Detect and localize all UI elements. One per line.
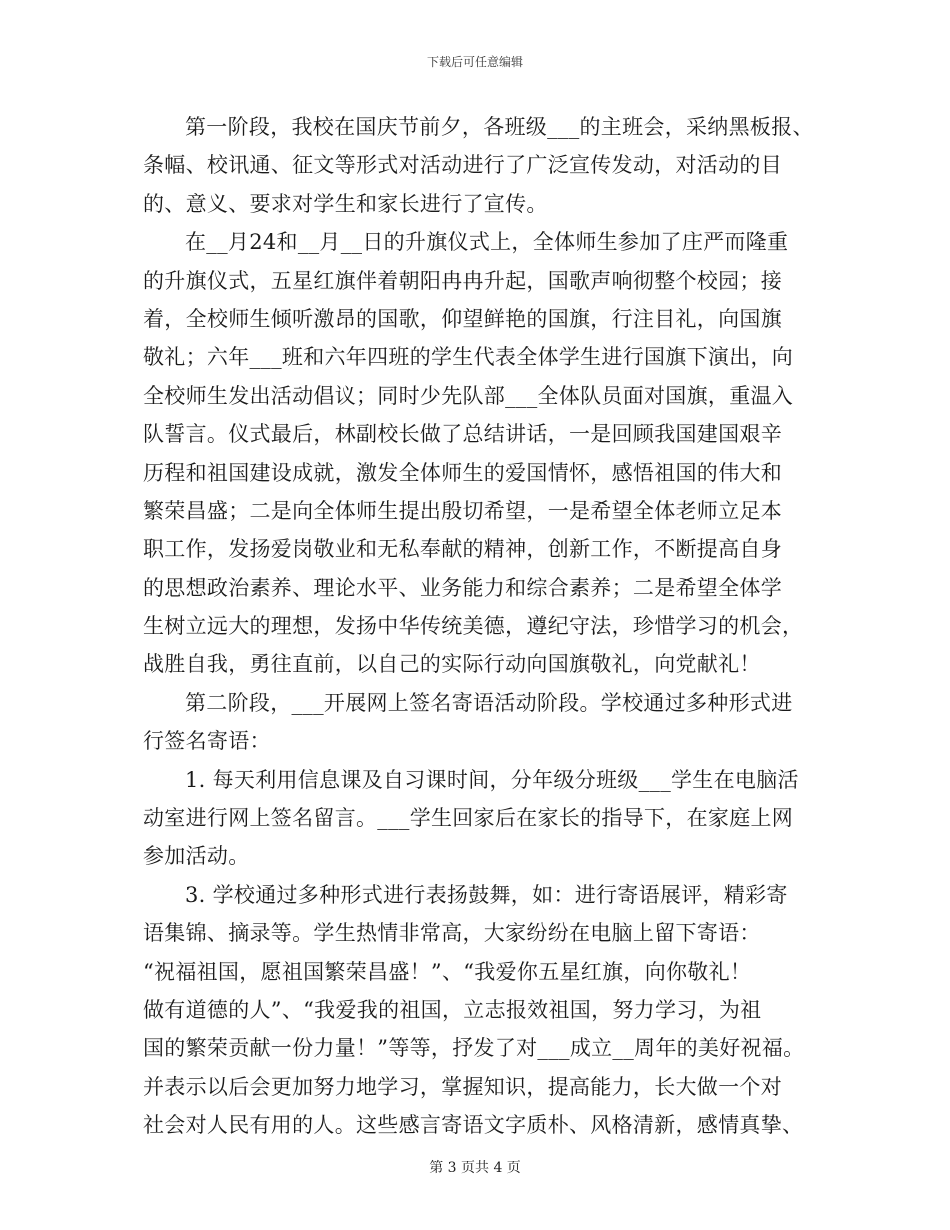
document-body <box>143 108 815 1145</box>
paragraph-line: 行签名寄语： <box>143 729 271 754</box>
paragraph-line: 并表示以后会更加努力地学习，掌握知识，提高能力，长大做一个对 <box>143 1074 782 1099</box>
paragraph-line: 语集锦、摘录等。学生热情非常高，大家纷纷在电脑上留下寄语： <box>143 921 761 946</box>
paragraph-line: 敬礼；六年___班和六年四班的学生代表全体学生进行国旗下演出，向 <box>143 345 794 370</box>
paragraph-line: 生树立远大的理想，发扬中华传统美德，遵纪守法，珍惜学习的机会， <box>143 614 804 639</box>
paragraph-line: 的思想政治素养、理论水平、业务能力和综合素养；二是希望全体学 <box>143 575 782 600</box>
paragraph-line: “祝福祖国，愿祖国繁荣昌盛！”、“我爱你五星红旗，向你敬礼！ <box>143 959 752 984</box>
page-number-footer: 第 3 页共 4 页 <box>429 1160 521 1176</box>
paragraph-line: 着，全校师生倾听激昂的国歌，仰望鲜艳的国旗，行注目礼，向国旗 <box>143 306 782 331</box>
page-header: 下载后可任意编辑 <box>426 55 523 69</box>
paragraph-line: 职工作，发扬爱岗敬业和无私奉献的精神，创新工作，不断提高自身 <box>143 537 782 562</box>
paragraph-first-line: 3. 学校通过多种形式进行表扬鼓舞，如：进行寄语展评，精彩寄 <box>185 882 788 907</box>
paragraph-line: 条幅、校讯通、征文等形式对活动进行了广泛宣传发动，对活动的目 <box>143 153 782 178</box>
paragraph-first-line: 第一阶段，我校在国庆节前夕，各班级___的主班会，采纳黑板报、 <box>185 115 814 139</box>
paragraph-line: 参加活动。 <box>143 844 250 869</box>
paragraph-line: 历程和祖国建设成就，激发全体师生的爱国情怀，感悟祖国的伟大和 <box>143 460 782 485</box>
paragraph-line: 动室进行网上签名留言。___学生回家后在家长的指导下，在家庭上网 <box>143 806 794 831</box>
paragraph-first-line: 第二阶段，___开展网上签名寄语活动阶段。学校通过多种形式进 <box>185 690 793 715</box>
paragraph-line: 的升旗仪式，五星红旗伴着朝阳冉冉升起，国歌声响彻整个校园；接 <box>143 268 782 293</box>
paragraph-first-line: 在__月24和__月__日的升旗仪式上，全体师生参加了庄严而隆重 <box>185 230 789 255</box>
paragraph-line: 队誓言。仪式最后，林副校长做了总结讲话，一是回顾我国建国艰辛 <box>143 422 782 447</box>
paragraph-line: 做有道德的人”、“我爱我的祖国，立志报效祖国，努力学习，为祖 <box>143 997 762 1022</box>
paragraph-line: 战胜自我，勇往直前，以自己的实际行动向国旗敬礼，向党献礼！ <box>143 652 761 677</box>
paragraph-first-line: 1. 每天利用信息课及自习课时间，分年级分班级___学生在电脑活 <box>185 767 799 792</box>
paragraph-line: 社会对人民有用的人。这些感言寄语文字质朴、风格清新，感情真挚、 <box>143 1113 804 1138</box>
paragraph-line: 的、意义、要求对学生和家长进行了宣传。 <box>143 191 548 216</box>
paragraph-line: 全校师生发出活动倡议；同时少先队部___全体队员面对国旗，重温入 <box>143 383 794 408</box>
paragraph-line: 国的繁荣贡献一份力量！”等等，抒发了对___成立__周年的美好祝福。 <box>143 1036 805 1061</box>
paragraph-line: 繁荣昌盛；二是向全体师生提出殷切希望，一是希望全体老师立足本 <box>143 498 782 523</box>
